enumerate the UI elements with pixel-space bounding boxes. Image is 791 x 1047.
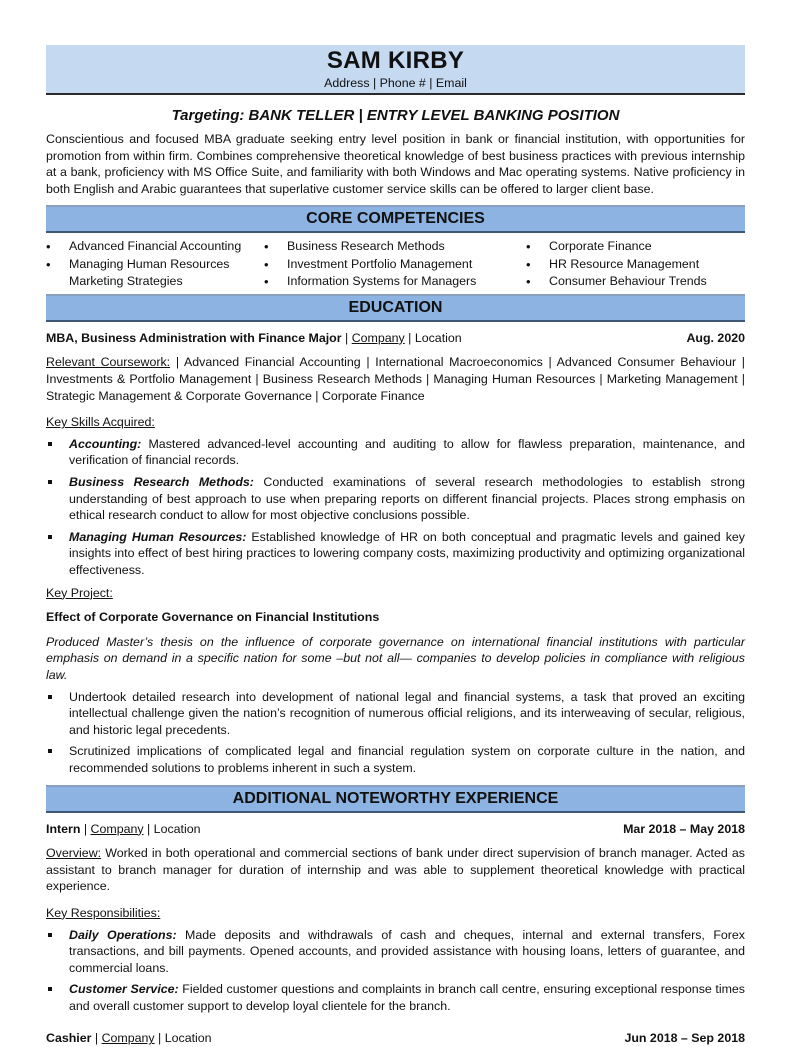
section-education: EDUCATION [46, 294, 745, 322]
responsibility-title: Customer Service: [69, 982, 179, 997]
skill-title: Accounting: [69, 436, 142, 451]
project-point: Undertook detailed research into development of national legal and financial systems, a task that proved an exciting intellectual challenge given the nation’s recognition of numerous official religions, and its interweaving of secular, religious, and historic legal precedents. [46, 689, 745, 739]
resume-page [46, 0, 745, 1047]
education-location: Location [414, 330, 462, 345]
competency-item: • Managing Human Resources [46, 256, 264, 274]
skill-text: Conducted examinations of several research methodologies to establish strong understanding of best approach to use when preparing reports on different financial projects. Places strong emphasis on ethical research conduct to allow for most objective conclusions possible. [69, 475, 745, 523]
skill-text: Established knowledge of HR on both conceptual and pragmatic levels and gained key insights into effect of best hiring practices to lowering company costs, maximizing productivity and optimizing organizational effectiveness. [69, 529, 745, 577]
skills-list [46, 436, 745, 579]
section-experience: ADDITIONAL NOTEWORTHY EXPERIENCE [46, 785, 745, 813]
education-header-row [46, 330, 745, 347]
competency-item: • Corporate Finance [526, 238, 745, 256]
coursework-paragraph [46, 354, 745, 404]
section-core-competencies: CORE COMPETENCIES [46, 205, 745, 233]
competency-item: • Advanced Financial Accounting [46, 238, 264, 256]
header-band [46, 45, 745, 95]
skill-text: Mastered advanced-level accounting and auditing to allow for flawless preparation, maintenance, and verification of financial records. [69, 436, 745, 468]
skill-item [46, 474, 745, 524]
overview-text: Worked in both operational and commercial sections of bank under direct supervision of branch manager. Acted as assistant to branch manager for duration of internship and was able to supplement theoretical knowledge with practical experience. [46, 846, 745, 894]
competency-item: • HR Resource Management [526, 256, 745, 274]
summary-paragraph: Conscientious and focused MBA graduate seeking entry level position in bank or financial institution, with opportunities for promotion from within firm. Combines comprehensive theoretical knowledge of best business practices with previous internship at a bank, proficiency with MS Office Suite, and familiarity with both Windows and Mac operating systems. Native proficiency in both English and Arabic guarantees that superlative customer service skills can be offered to larger client base. [46, 132, 745, 196]
responsibility-text: Made deposits and withdrawals of cash and cheques, internal and external transfers, Forex transactions, and bill payments. Opened accounts, and provided assistance with housing loans, letters of guarantee, and commercial loans. [69, 927, 745, 975]
competency-item: • Investment Portfolio Management [264, 256, 526, 274]
project-point: Scrutinized implications of complicated legal and financial regulation system on corporate culture in the nation, and recommended solutions to problems inherent in such a system. [46, 743, 745, 776]
job1-role: Intern [46, 821, 81, 836]
contact-line: Address | Phone # | Email [324, 76, 467, 90]
competency-item: Marketing Strategies [69, 274, 183, 289]
competency-item: • Business Research Methods [264, 238, 526, 256]
responsibility-item [46, 927, 745, 977]
project-label: Key Project: [46, 585, 113, 600]
competencies-grid [46, 238, 745, 291]
degree-title: MBA, Business Administration with Finance Major [46, 330, 342, 345]
competency-item: • Information Systems for Managers [264, 273, 526, 291]
job2-role: Cashier [46, 1031, 92, 1046]
competency-item: • Consumer Behaviour Trends [526, 273, 745, 291]
competencies-column-1 [46, 238, 264, 291]
responsibility-item [46, 981, 745, 1014]
targeting-line: Targeting: BANK TELLER | ENTRY LEVEL BANKING POSITION [171, 107, 620, 124]
job1-overview [46, 845, 745, 895]
skills-label: Key Skills Acquired: [46, 415, 155, 430]
job1-date: Mar 2018 – May 2018 [623, 821, 745, 836]
job2-company: Company [101, 1031, 155, 1046]
project-description: Produced Master’s thesis on the influence of corporate governance on international financial institutions with particular emphasis on demand in a specific nation for some –but not all— companies to develop policies in compliance with religious law. [46, 634, 745, 682]
job1-header-row [46, 821, 745, 838]
job1-entry: Intern | Company | Location [46, 821, 201, 836]
skill-item [46, 436, 745, 469]
skill-title: Business Research Methods: [69, 475, 254, 490]
job1-location: Location [153, 821, 201, 836]
job1-company: Company [90, 821, 144, 836]
responsibility-title: Daily Operations: [69, 927, 177, 942]
coursework-list: | Advanced Financial Accounting | International Macroeconomics | Advanced Consumer Behaviour | Investments & Portfolio Management | Business Research Methods | Managing Human Resources | Marketing Management | Strategic Management & Corporate Governance | Corporate Finance [46, 355, 745, 403]
competencies-column-3 [526, 238, 745, 291]
responsibility-text: Fielded customer questions and complaints in branch call centre, ensuring exceptional response times and overall customer support to develop loyal clientele for the branch. [69, 982, 745, 1013]
competencies-column-2 [264, 238, 526, 291]
overview-label: Overview: [46, 846, 102, 861]
candidate-name: SAM KIRBY [326, 47, 465, 74]
project-points [46, 689, 745, 777]
education-entry: MBA, Business Administration with Finance Major | Company | Location [46, 330, 462, 345]
education-company: Company [351, 330, 405, 345]
job2-entry: Cashier | Company | Location [46, 1031, 212, 1046]
skill-title: Managing Human Resources: [69, 529, 247, 544]
job2-date: Jun 2018 – Sep 2018 [624, 1031, 745, 1046]
job2-header-row [46, 1030, 745, 1047]
education-date: Aug. 2020 [686, 330, 745, 345]
skill-item [46, 529, 745, 579]
responsibilities-label: Key Responsibilities: [46, 905, 161, 920]
responsibilities-list [46, 927, 745, 1015]
coursework-label: Relevant Coursework: [46, 355, 171, 370]
project-title: Effect of Corporate Governance on Financial Institutions [46, 610, 380, 625]
job2-location: Location [164, 1031, 212, 1046]
